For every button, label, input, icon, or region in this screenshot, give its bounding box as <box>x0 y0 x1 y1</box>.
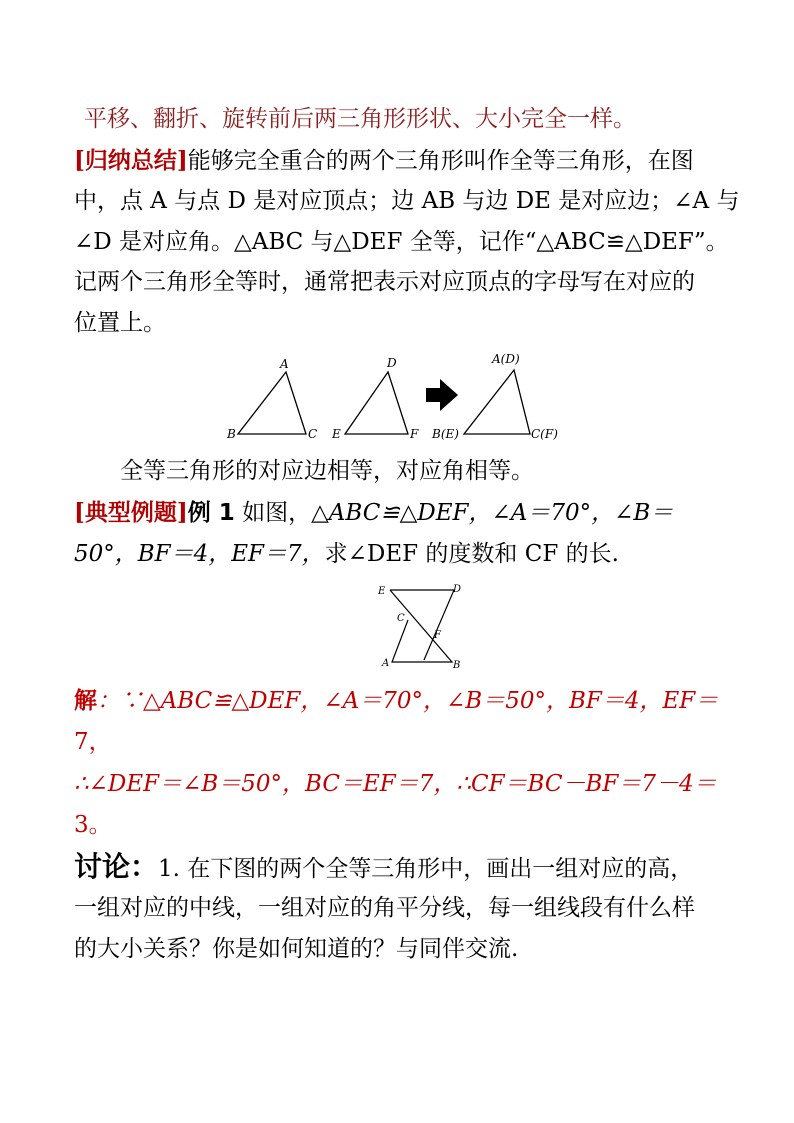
label-d2: D <box>453 584 462 595</box>
solution-line-2: 7， <box>74 729 112 755</box>
summary-line-2: 中，点 A 与点 D 是对应顶点；边 AB 与边 DE 是对应边；∠A 与 <box>74 188 740 214</box>
label-d: D <box>387 356 397 370</box>
discussion-line-2: 一组对应的中线，一组对应的角平分线，每一组线段有什么样 <box>74 895 695 921</box>
label-c2: C <box>397 613 405 624</box>
label-cf: C(F) <box>531 427 558 441</box>
label-c: C <box>308 427 318 441</box>
label-f2: F <box>434 630 441 641</box>
example-label: 例 1 <box>187 500 235 526</box>
label-b2: B <box>453 660 461 671</box>
triangle-abc <box>238 372 306 434</box>
congruent-triangles-figure <box>222 350 574 445</box>
example-line-2: 50°，BF＝4，EF＝7，求∠DEF 的度数和 CF 的长. <box>74 541 619 567</box>
property-line: 全等三角形的对应边相等，对应角相等。 <box>120 458 534 484</box>
label-e: E <box>332 427 341 441</box>
triangle-overlapped <box>464 370 530 434</box>
example-tag: [典型例题] <box>74 499 188 526</box>
summary-line-4: 记两个三角形全等时，通常把表示对应顶点的字母写在对应的 <box>74 269 695 295</box>
summary-line-1: [归纳总结]能够完全重合的两个三角形叫作全等三角形，在图 <box>74 147 694 174</box>
summary-line-3: ∠D 是对应角。△ABC 与△DEF 全等，记作“△ABC≌△DEF”。 <box>74 229 729 255</box>
solution-line-3: ∴∠DEF＝∠B＝50°，BC＝EF＝7，∴CF＝BC－BF＝7－4＝ <box>74 771 717 797</box>
label-b: B <box>227 427 236 441</box>
arrow-icon <box>426 379 458 411</box>
label-ad: A(D) <box>492 352 520 366</box>
label-e2: E <box>378 586 386 597</box>
discussion-label: 讨论： <box>74 850 159 883</box>
triangle-def <box>345 372 408 434</box>
label-a: A <box>280 357 289 371</box>
example-line-1: [典型例题]例 1 如图，△ABC≌△DEF，∠A＝70°，∠B＝ <box>74 499 674 526</box>
solution-line-1: 解：∵△ABC≌△DEF，∠A＝70°，∠B＝50°，BF＝4，EF＝ <box>74 687 719 714</box>
intro-line: 平移、翻折、旋转前后两三角形形状、大小完全一样。 <box>84 106 636 132</box>
example-figure <box>374 580 466 672</box>
discussion-line-3: 的大小关系？你是如何知道的？与同伴交流. <box>74 936 519 962</box>
label-f: F <box>410 427 419 441</box>
solution-line-4: 3。 <box>74 812 112 838</box>
discussion-line-1: 讨论：1. 在下图的两个全等三角形中，画出一组对应的高， <box>74 850 694 883</box>
solution-label: 解 <box>74 687 97 714</box>
summary-line-5: 位置上。 <box>74 310 166 336</box>
triangle-abc-lines <box>390 590 452 662</box>
label-be: B(E) <box>432 427 459 441</box>
summary-tag: [归纳总结] <box>74 147 188 174</box>
label-a2: A <box>382 658 390 669</box>
